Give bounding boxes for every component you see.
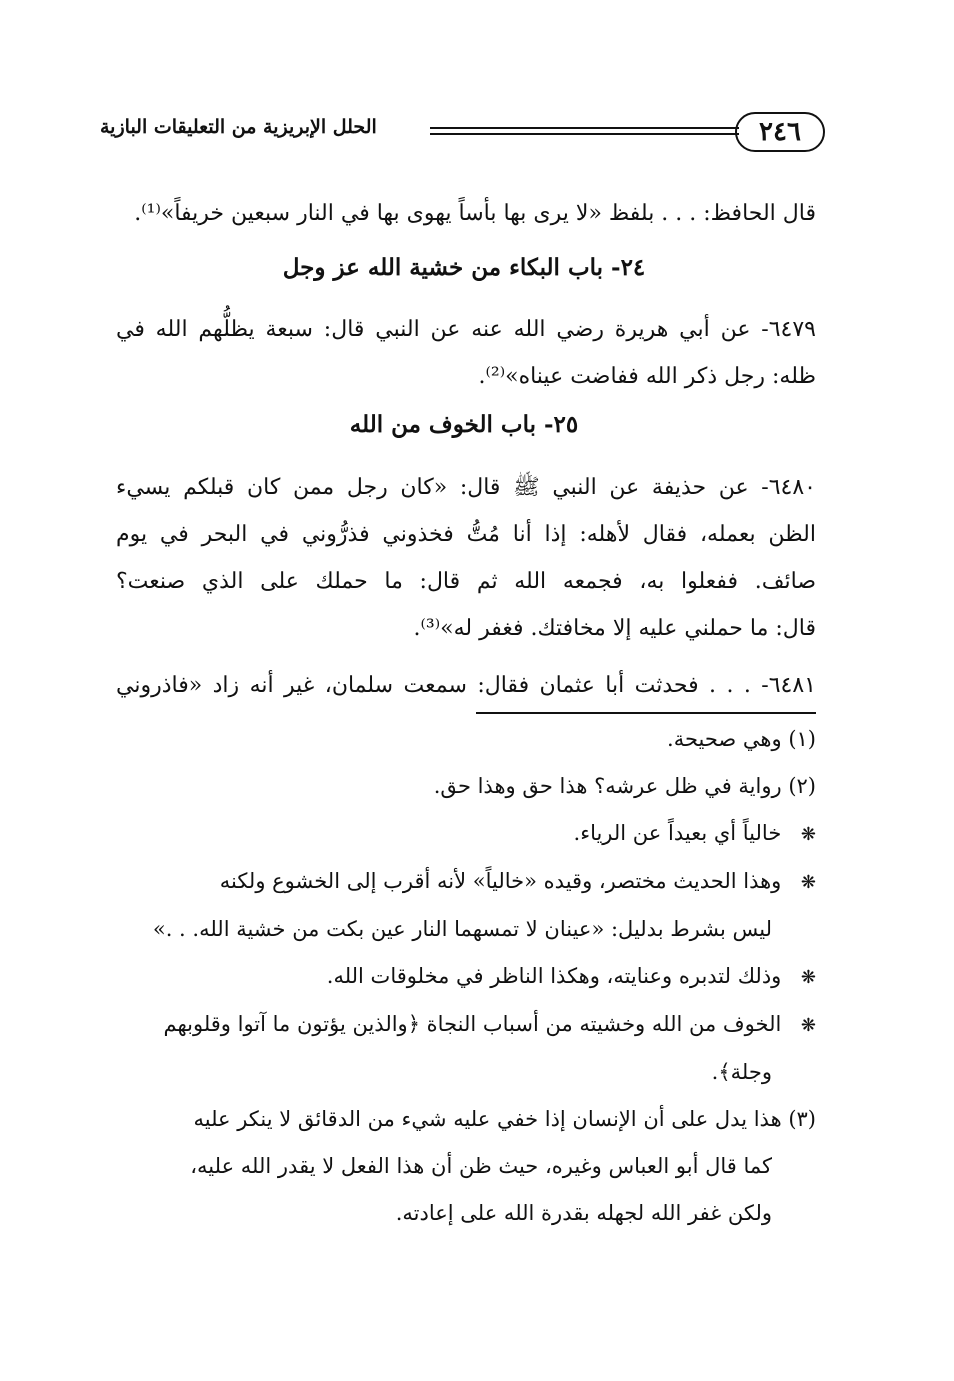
chapter-heading-25: ٢٥- باب الخوف من الله (349, 411, 579, 438)
text-line: ٦٤٧٩- عن أبي هريرة رضي الله عنه عن النبي قال: سبعة يظلُّهم الله في (116, 317, 816, 342)
footnote-separator (476, 712, 816, 714)
text-line: قال الحافظ: . . . بلفظ «لا يرى بها بأساً يهوى بها في النار سبعين خريفاً»⁽¹⁾. (134, 201, 816, 226)
header-rule (430, 127, 739, 129)
comment-text: الخوف من الله وخشيته من أسباب النجاة ﴿والذين يؤتون ما آتوا وقلوبهم (163, 1012, 782, 1036)
asterisk-icon: ❋ (800, 1015, 816, 1036)
text-line: الظن بعمله، فقال لأهله: إذا أنا مُتُّ فخذوني فذرُّوني في البحر في يوم (116, 522, 816, 547)
comment-text-continued: وجلة﴾. (711, 1060, 772, 1084)
comment-text: خالياً أي بعيداً عن الرياء. (573, 821, 782, 845)
comment-item (116, 858, 816, 906)
comment-text: وهذا الحديث مختصر، وقيده «خالياً» لأنه أقرب إلى الخشوع ولكنه (219, 869, 782, 893)
text-line: ٦٤٨٠- عن حذيفة عن النبي ﷺ قال: «كان رجل ممن كان قبلكم يسيء (116, 475, 816, 500)
comment-item (116, 1001, 816, 1049)
footnote-1: (١) وهي صحيحة. (667, 727, 816, 751)
asterisk-icon: ❋ (800, 824, 816, 845)
header-rule (430, 133, 739, 135)
running-header (100, 112, 825, 156)
comment-text: وذلك لتدبره وعنايته، وهكذا الناظر في مخلوقات الله. (326, 964, 782, 988)
book-title: الحلل الإبريزية من التعليقات البازية (100, 116, 377, 138)
footnote-2: (٢) رواية في ظل عرشه؟ هذا حق وهذا حق. (433, 774, 816, 798)
hadith-6479 (116, 306, 816, 400)
chapter-heading-24: ٢٤- باب البكاء من خشية الله عز وجل (282, 254, 646, 281)
hadith-6481 (116, 662, 816, 709)
text-line: ظله: رجل ذكر الله ففاضت عيناه»⁽²⁾. (478, 364, 816, 389)
comment-item (116, 810, 816, 858)
footnote-3: (٣) هذا يدل على أن الإنسان إذا خفي عليه شيء من الدقائق لا ينكر عليه (193, 1107, 816, 1131)
comment-text-continued: ليس بشرط بدليل: «عينان لا تمسهما النار عين بكت من خشية الله. . .» (152, 917, 772, 941)
text-line: صائف. ففعلوا به، فجمعه الله ثم قال: ما حملك على الذي صنعت؟ (116, 569, 816, 594)
asterisk-icon: ❋ (800, 872, 816, 893)
page-number: ٢٤٦ (735, 112, 825, 152)
hadith-6480 (116, 464, 816, 652)
asterisk-icon: ❋ (800, 967, 816, 988)
text-line: قال: ما حملني عليه إلا مخافتك. فغفر له»⁽³⁾. (413, 616, 816, 641)
text-line: ٦٤٨١- . . . فحدثت أبا عثمان فقال: سمعت سلمان، غير أنه زاد «فاذروني (116, 673, 816, 698)
text-block (116, 190, 816, 237)
footnotes (116, 716, 816, 1237)
footnote-3-continued: ولكن غفر الله لجهله بقدرة الله على إعادته. (395, 1201, 772, 1225)
footnote-3-continued: كما قال أبو العباس وغيره، حيث ظن أن هذا الفعل لا يقدر الله عليه، (190, 1154, 772, 1178)
comment-item (116, 953, 816, 1001)
